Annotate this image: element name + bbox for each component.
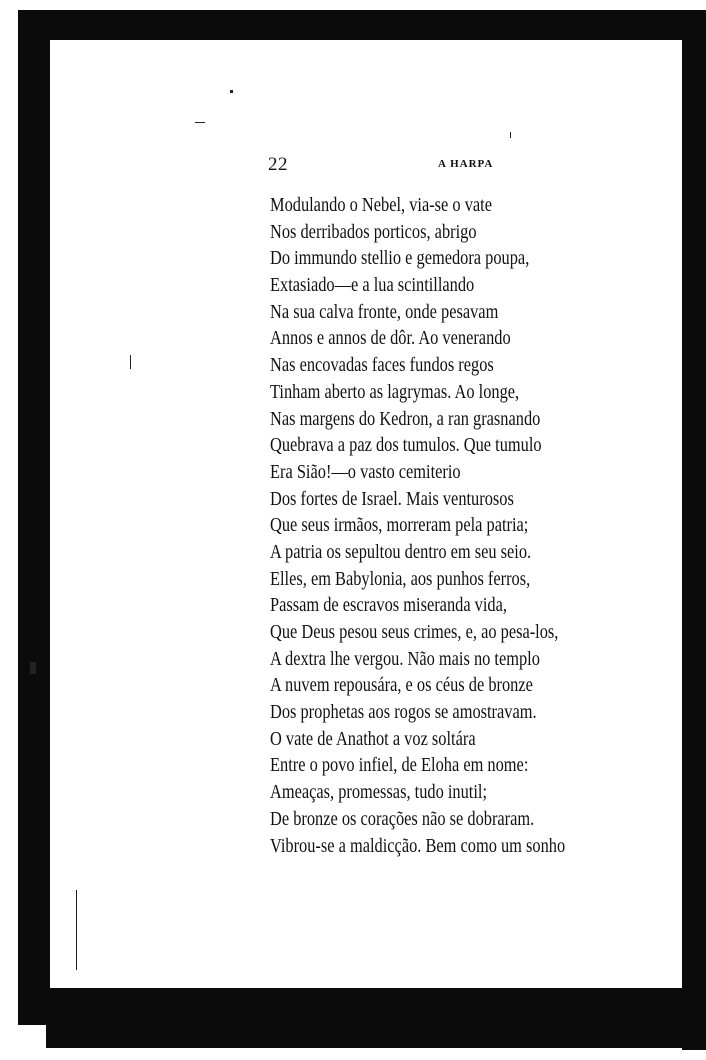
scan-border-bottom	[46, 996, 706, 1048]
poem-line: Entre o povo infiel, de Eloha em nome:	[270, 755, 529, 777]
poem-line: A nuvem repousára, e os céus de bronze	[270, 675, 533, 697]
poem-line: Dos prophetas aos rogos se amostravam.	[270, 702, 537, 724]
poem-line: Nos derribados porticos, abrigo	[270, 221, 477, 243]
poem-line: Extasiado—e a lua scintillando	[270, 275, 475, 297]
poem-line: Nas encovadas faces fundos regos	[270, 355, 494, 377]
scan-speck	[230, 90, 233, 93]
scan-speck	[130, 355, 131, 369]
poem-line: O vate de Anathot a voz soltára	[270, 728, 476, 750]
book-page	[50, 40, 682, 988]
poem-line: Annos e annos de dôr. Ao venerando	[270, 328, 511, 350]
poem-line: Modulando o Nebel, via-se o vate	[270, 195, 492, 216]
poem-line: Que Deus pesou seus crimes, e, ao pesa-los,	[270, 622, 559, 643]
poem-line: De bronze os corações não se dobraram.	[270, 808, 535, 830]
poem-line: A dextra lhe vergou. Não mais no templo	[270, 648, 540, 670]
scan-speck	[76, 890, 77, 970]
poem-line: Dos fortes de Israel. Mais venturosos	[270, 488, 514, 510]
scan-border-top-inner	[40, 30, 706, 40]
poem-line: Quebrava a paz dos tumulos. Que tumulo	[270, 435, 542, 457]
poem-line: A patria os sepultou dentro em seu seio.	[270, 541, 532, 563]
page-number: 22	[268, 154, 288, 175]
poem-line: Vibrou-se a maldicção. Bem como um sonho	[270, 835, 566, 857]
poem-line: Era Sião!—o vasto cemiterio	[270, 461, 461, 483]
scan-speck	[195, 122, 205, 123]
poem-line: Que seus irmãos, morreram pela patria;	[270, 515, 529, 537]
poem-line: Do immundo stellio e gemedora poupa,	[270, 248, 530, 270]
poem-line: Na sua calva fronte, onde pesavam	[270, 301, 499, 323]
poem-line: Nas margens do Kedron, a ran grasnando	[270, 408, 541, 430]
poem-line: Passam de escravos miseranda vida,	[270, 595, 507, 617]
scan-border-left	[18, 10, 50, 1025]
poem-text	[270, 193, 670, 860]
running-title: A HARPA	[438, 158, 494, 170]
poem-line: Elles, em Babylonia, aos punhos ferros,	[270, 568, 531, 590]
page-header	[268, 154, 538, 178]
poem-line: Ameaças, promessas, tudo inutil;	[270, 782, 487, 804]
scan-speck	[30, 662, 36, 674]
scan-border-right	[682, 10, 706, 1050]
scan-speck	[510, 132, 511, 138]
scan-border-bottom-inner	[46, 988, 686, 998]
poem-line: Tinham aberto as lagrymas. Ao longe,	[270, 381, 520, 403]
